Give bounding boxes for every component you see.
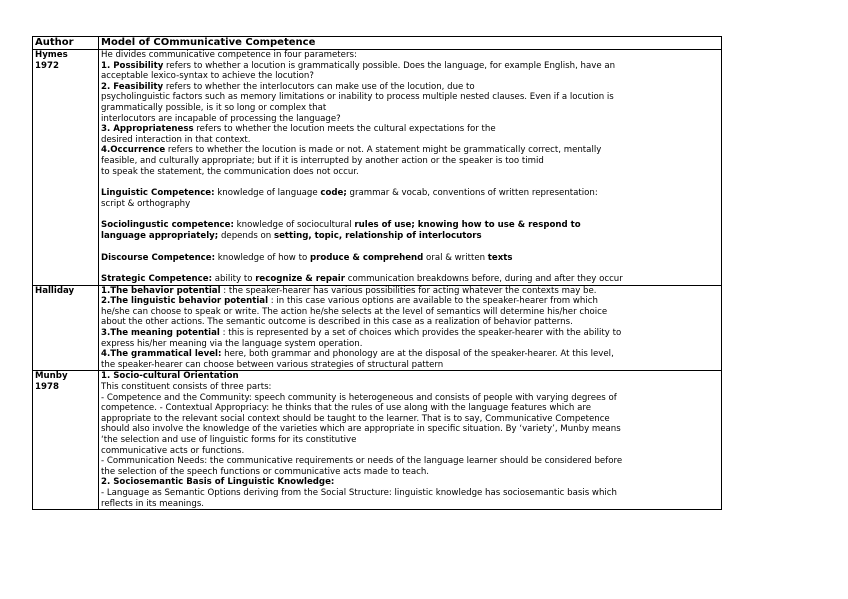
competence-label: Discourse Competence: (101, 252, 216, 263)
author-year: 1972 (35, 60, 59, 71)
text-span: knowledge of sociocultural (233, 220, 355, 231)
level-text: : the speaker-hearer has various possibilities for acting whatever the contexts may be. (220, 285, 597, 296)
bold-span: language appropriately; (101, 230, 219, 241)
level-label: 3.The meaning potential (101, 328, 220, 339)
competence-label: Linguistic Competence: (101, 188, 215, 199)
author-name: Munby (35, 371, 68, 382)
text-line: grammatically possible, is it so long or complex that (101, 102, 327, 113)
parameter-appropriateness (101, 124, 719, 135)
linguistic-competence (101, 188, 719, 199)
level-text: here, both grammar and phonology are at the disposal of the speaker-hearer. At this level, (221, 349, 614, 360)
author-cell-halliday (33, 285, 99, 371)
level-linguistic-behavior-potential (101, 296, 719, 307)
bold-span: produce & comprehend (309, 252, 424, 263)
parameter-label: 3. Appropriateness (101, 124, 194, 135)
parameter-text: refers to whether the locution is made or not. A statement might be grammatically correct, mentally (165, 145, 602, 156)
text-line: - Communication Needs: the communicative requirements or needs of the language learner should be considered before (101, 456, 623, 467)
section-title (101, 477, 719, 488)
sociolinguistic-competence (101, 220, 719, 231)
level-grammatical (101, 349, 719, 360)
text-line: should also involve the knowledge of the varieties which are appropriate in specific situation. By ‘variety’, Munby means (101, 424, 621, 435)
text-line: - Language as Semantic Options deriving from the Social Structure: linguistic knowledge has sociosemantic basis which (101, 487, 617, 498)
text-line: appropriate to the relevant social context should be taught to the learner. That is to say, Communicative Competence (101, 413, 610, 424)
bold-span: rules of use; knowing how to use & respond to (354, 220, 581, 231)
competence-label: Sociolingustic competence: (101, 220, 234, 231)
header-row (33, 37, 722, 50)
text-span: communication breakdowns before, during and after they occur (344, 274, 623, 285)
header-model: Model of COmmunicative Competence (99, 37, 722, 50)
spacer (101, 209, 719, 220)
bold-span: code; (320, 188, 347, 199)
text-line: ‘the selection and use of linguistic forms for its constitutive (101, 435, 357, 445)
text-line: feasible, and culturally appropriate; but if it is interrupted by another action or the speaker is too timid (101, 155, 544, 166)
level-meaning-potential (101, 328, 719, 339)
text-line: to speak the statement, the communication does not occur. (101, 166, 359, 177)
competence-table (32, 36, 722, 510)
author-cell-munby (33, 371, 99, 510)
text-line: - Competence and the Community: speech community is heterogeneous and consists of people with varying degrees of (101, 392, 617, 403)
text-span: oral & written (423, 252, 488, 263)
parameter-label: 2. Feasibility (101, 81, 164, 92)
model-cell-munby (99, 371, 722, 510)
table-row (33, 50, 722, 286)
level-behavior-potential (101, 286, 719, 297)
text-line: script & orthography (101, 198, 191, 209)
table-row (33, 285, 722, 371)
level-label: 1.The behavior potential (101, 285, 221, 296)
bold-span: recognize & repair (255, 274, 345, 285)
parameter-label: 1. Possibility (101, 60, 164, 71)
parameter-occurrence (101, 145, 719, 156)
discourse-competence (101, 253, 719, 264)
text-line: he/she can choose to speak or write. The action he/she selects at the level of semantics will determine his/her choice (101, 306, 608, 317)
text-line: This constituent consists of three parts: (101, 382, 272, 393)
text-line: express his/her meaning via the language system operation. (101, 338, 363, 349)
parameter-label: 4.Occurrence (101, 145, 166, 156)
bold-span: setting, topic, relationship of interlocutors (273, 230, 482, 241)
text-line: the selection of the speech functions or communicative acts made to teach. (101, 466, 430, 477)
text-line: the speaker-hearer can choose between various strategies of structural pattern (101, 359, 444, 370)
author-name: Hymes (35, 50, 68, 60)
spacer (101, 242, 719, 253)
competence-label: Strategic Competence: (101, 274, 213, 285)
header-author: Author (33, 37, 99, 50)
parameter-possibility (101, 61, 719, 72)
text-span: knowledge of how to (215, 252, 310, 263)
author-name: Halliday (35, 285, 75, 296)
intro-line: He divides communicative competence in four parameters: (101, 50, 357, 60)
parameter-text: refers to whether a locution is grammatically possible. Does the language, for example English, have an (163, 60, 616, 71)
bold-span: texts (487, 252, 513, 263)
text-line: about the other actions. The semantic outcome is described in this case as a realization of behavior patterns. (101, 317, 573, 328)
author-year: 1978 (35, 382, 59, 393)
text-line: communicative acts or functions. (101, 445, 245, 456)
level-label: 4.The grammatical level: (101, 349, 222, 360)
text-line: reflects in its meanings. (101, 498, 205, 509)
text-span: ability to (212, 274, 256, 285)
parameter-text: refers to whether the interlocutors can make use of the locution, due to (163, 81, 475, 92)
table-row (33, 371, 722, 510)
bold-span: 2. Sociosemantic Basis of Linguistic Knowledge: (101, 477, 335, 488)
level-text: : in this case various options are available to the speaker-hearer from which (268, 296, 598, 307)
model-cell-hymes (99, 50, 722, 286)
strategic-competence (101, 274, 719, 285)
text-line: competence. - Contextual Appropriacy: he thinks that the rules of use along with the language features which are (101, 403, 591, 414)
text-span: depends on (218, 230, 274, 241)
spacer (101, 177, 719, 188)
text-line: interlocutors are incapable of processing the language? (101, 113, 341, 124)
parameter-text: refers to whether the locution meets the cultural expectations for the (193, 124, 496, 135)
level-label: 2.The linguistic behavior potential (101, 296, 269, 307)
level-text: : this is represented by a set of choices which provides the speaker-hearer with the ability to (219, 328, 622, 339)
text-line: desired interaction in that context. (101, 134, 251, 145)
text-line: acceptable lexico-syntax to achieve the locution? (101, 71, 314, 82)
text-line: psycholinguistic factors such as memory limitations or inability to process multiple nested clauses. Even if a locution is (101, 92, 614, 103)
sociolinguistic-line2 (101, 231, 719, 242)
author-cell-hymes (33, 50, 99, 286)
text-span: grammar & vocab, conventions of written representation: (346, 188, 598, 199)
section-title (101, 371, 719, 382)
model-cell-halliday (99, 285, 722, 371)
parameter-feasibility (101, 82, 719, 93)
bold-span: 1. Socio-cultural Orientation (101, 371, 239, 382)
spacer (101, 263, 719, 274)
text-span: knowledge of language (214, 188, 321, 199)
